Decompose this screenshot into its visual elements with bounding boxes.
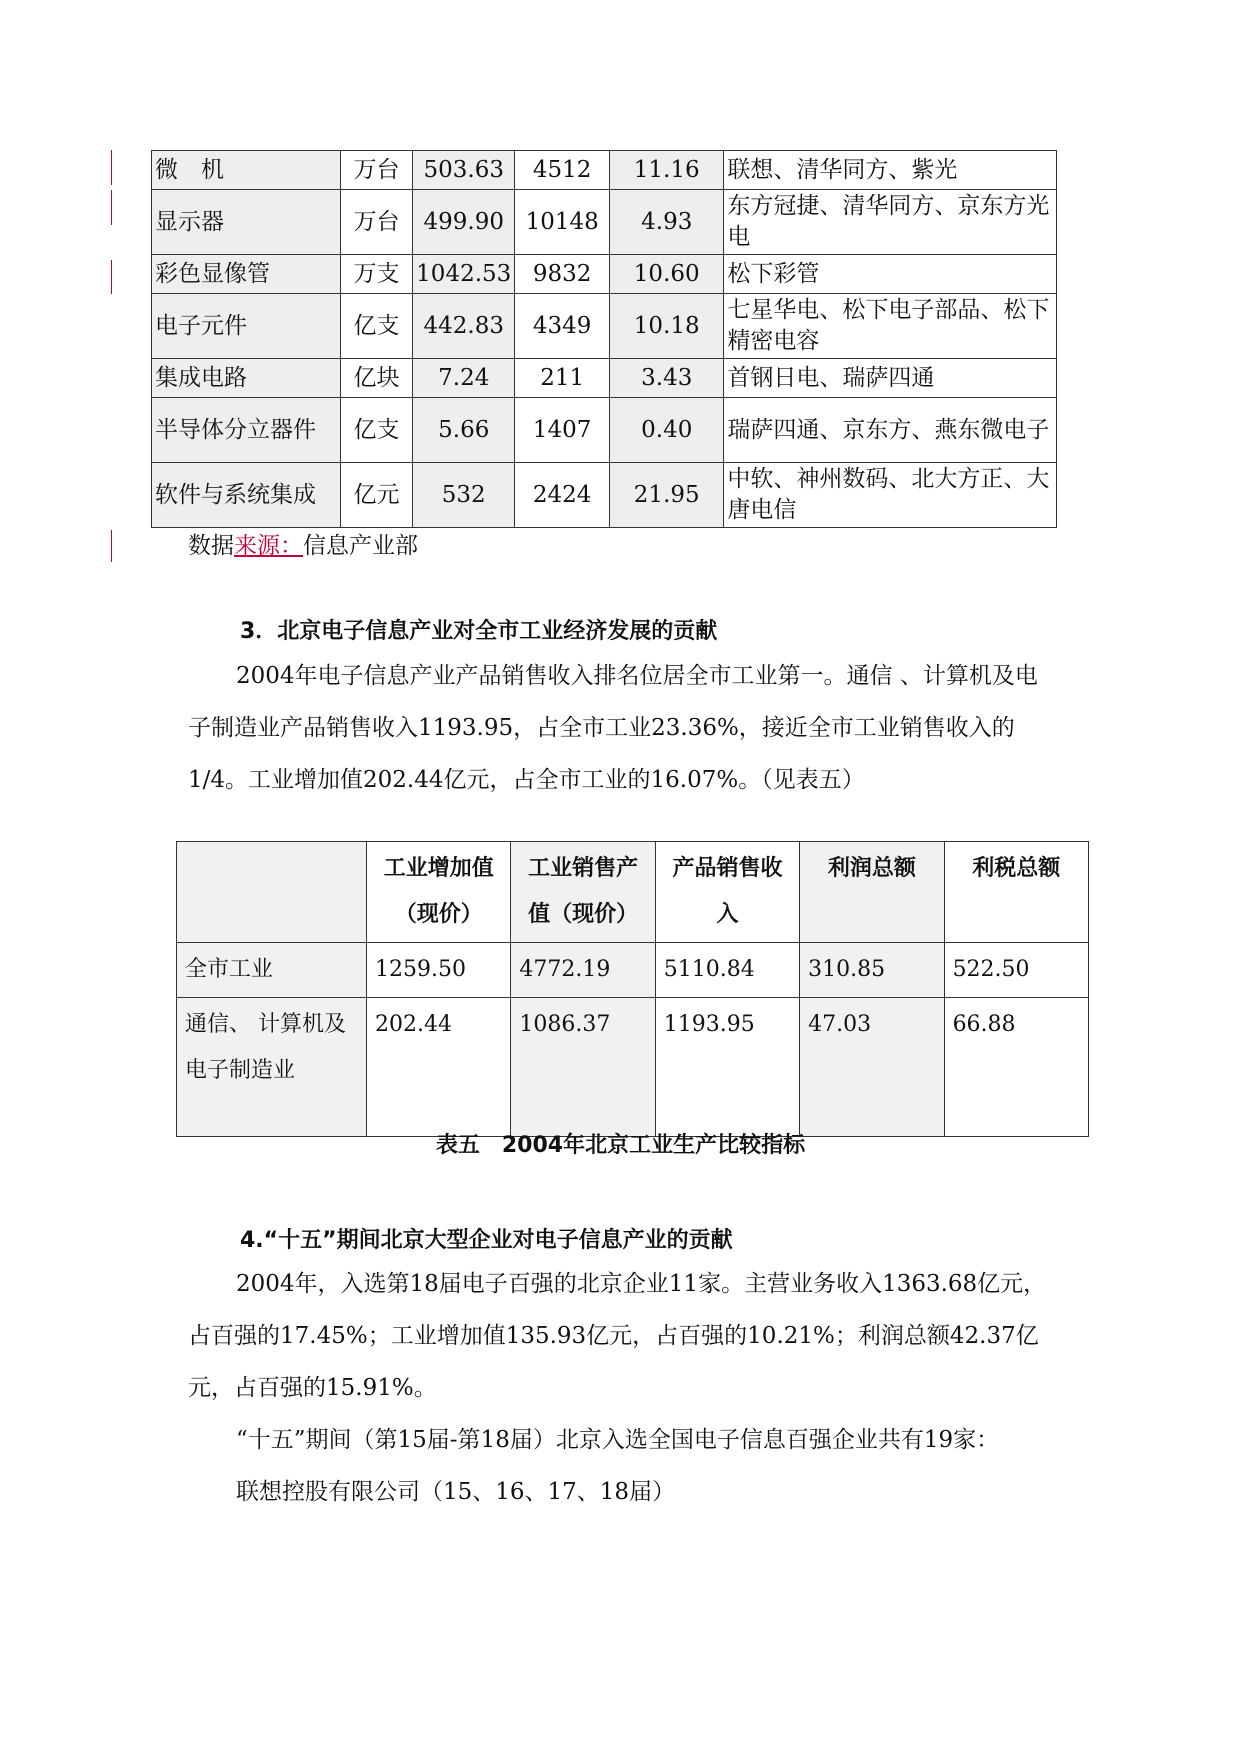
quantity-cell: 499.90: [413, 190, 515, 255]
table-row: [177, 943, 1089, 998]
value-cell: 202.44: [367, 998, 511, 1137]
companies-cell: 首钢日电、瑞萨四通: [724, 359, 1057, 398]
product-cell: 半导体分立器件: [152, 398, 341, 463]
growth-cell: 21.95: [610, 463, 724, 528]
table-5-caption: 表五 2004年北京工业生产比较指标: [435, 1133, 806, 1158]
data-source-note: [188, 527, 418, 560]
quantity-cell: 442.83: [413, 294, 515, 359]
section-3-heading: 3．北京电子信息产业对全市工业经济发展的贡献: [240, 619, 718, 644]
paragraph: 2004年，入选第18届电子百强的北京企业11家。主营业务收入1363.68亿元，占百强的17.45%；工业增加值135.93亿元，占百强的10.21%；利润总额42.37亿元，占百强的15.91%。: [188, 1271, 1047, 1401]
growth-cell: 4.93: [610, 190, 724, 255]
growth-cell: 3.43: [610, 359, 724, 398]
table-row: [152, 359, 1057, 398]
table-row: [152, 398, 1057, 463]
section-3-body: [188, 650, 1058, 806]
value-cell: 310.85: [800, 943, 944, 998]
table-row: [152, 294, 1057, 359]
header-cell: 产品销售收入: [655, 842, 799, 943]
value-cell: 47.03: [800, 998, 944, 1137]
product-cell: 微 机: [152, 151, 341, 190]
row-label-cell: 通信、 计算机及电子制造业: [177, 998, 367, 1137]
change-bar: [111, 260, 112, 294]
table-row: [177, 998, 1089, 1137]
paragraph: “十五”期间（第15届-第18届）北京入选全国电子信息百强企业共有19家：: [236, 1427, 1000, 1453]
value-cell: 10148: [515, 190, 610, 255]
value-cell: 9832: [515, 255, 610, 294]
growth-cell: 11.16: [610, 151, 724, 190]
row-label-cell: 全市工业: [177, 943, 367, 998]
unit-cell: 万台: [340, 190, 412, 255]
unit-cell: 亿支: [340, 294, 412, 359]
change-bar: [111, 530, 112, 562]
change-bar: [111, 190, 112, 225]
table-header-row: [177, 842, 1089, 943]
table-row: [152, 463, 1057, 528]
value-cell: 211: [515, 359, 610, 398]
companies-cell: 东方冠捷、清华同方、京东方光电: [724, 190, 1057, 255]
paragraph: 联想控股有限公司（15、16、17、18届）: [236, 1479, 676, 1505]
header-cell: 工业销售产值（现价）: [511, 842, 655, 943]
product-output-table: [151, 150, 1057, 528]
source-prefix: 数据: [188, 533, 234, 559]
unit-cell: 亿元: [340, 463, 412, 528]
unit-cell: 亿支: [340, 398, 412, 463]
companies-cell: 中软、神州数码、北大方正、大唐电信: [724, 463, 1057, 528]
value-cell: 1193.95: [655, 998, 799, 1137]
change-bar: [111, 150, 112, 185]
growth-cell: 10.60: [610, 255, 724, 294]
value-cell: 5110.84: [655, 943, 799, 998]
header-cell: 利税总额: [944, 842, 1088, 943]
unit-cell: 亿块: [340, 359, 412, 398]
value-cell: 4512: [515, 151, 610, 190]
source-link[interactable]: 来源：: [234, 533, 303, 559]
value-cell: 4772.19: [511, 943, 655, 998]
value-cell: 1407: [515, 398, 610, 463]
value-cell: 2424: [515, 463, 610, 528]
table-row: [152, 190, 1057, 255]
product-cell: 显示器: [152, 190, 341, 255]
companies-cell: 瑞萨四通、京东方、燕东微电子: [724, 398, 1057, 463]
section-4-heading: 4.“十五”期间北京大型企业对电子信息产业的贡献: [240, 1228, 733, 1253]
product-cell: 集成电路: [152, 359, 341, 398]
quantity-cell: 532: [413, 463, 515, 528]
header-cell: [177, 842, 367, 943]
companies-cell: 七星华电、松下电子部品、松下精密电容: [724, 294, 1057, 359]
unit-cell: 万支: [340, 255, 412, 294]
section-4-body: [188, 1258, 1058, 1518]
paragraph: 2004年电子信息产业产品销售收入排名位居全市工业第一。通信 、计算机及电子制造业产品销售收入1193.95，占全市工业23.36%，接近全市工业销售收入的1/4。工业增加值202.44亿元，占全市工业的16.07%。（见表五）: [188, 663, 1038, 793]
quantity-cell: 1042.53: [413, 255, 515, 294]
header-cell: 利润总额: [800, 842, 944, 943]
product-cell: 彩色显像管: [152, 255, 341, 294]
growth-cell: 10.18: [610, 294, 724, 359]
quantity-cell: 503.63: [413, 151, 515, 190]
value-cell: 66.88: [944, 998, 1088, 1137]
value-cell: 1259.50: [367, 943, 511, 998]
value-cell: 4349: [515, 294, 610, 359]
industry-indicators-table: [176, 841, 1089, 1137]
product-cell: 电子元件: [152, 294, 341, 359]
quantity-cell: 7.24: [413, 359, 515, 398]
table-row: [152, 151, 1057, 190]
product-cell: 软件与系统集成: [152, 463, 341, 528]
companies-cell: 联想、清华同方、紫光: [724, 151, 1057, 190]
growth-cell: 0.40: [610, 398, 724, 463]
source-suffix: 信息产业部: [303, 533, 418, 559]
header-cell: 工业增加值（现价）: [367, 842, 511, 943]
companies-cell: 松下彩管: [724, 255, 1057, 294]
unit-cell: 万台: [340, 151, 412, 190]
table-row: [152, 255, 1057, 294]
value-cell: 1086.37: [511, 998, 655, 1137]
quantity-cell: 5.66: [413, 398, 515, 463]
value-cell: 522.50: [944, 943, 1088, 998]
